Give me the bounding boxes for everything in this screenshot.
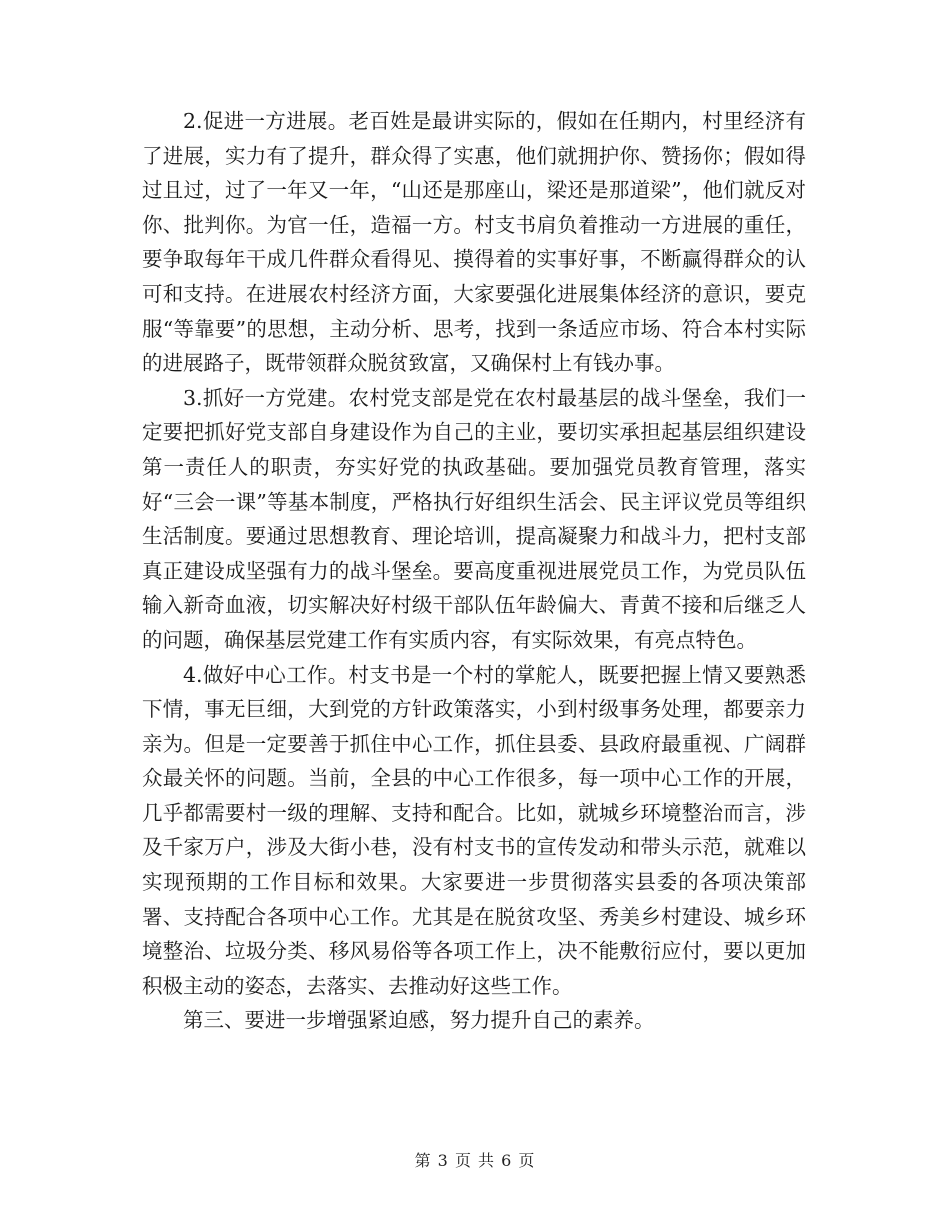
paragraph-3: 4.做好中心工作。村支书是一个村的掌舵人，既要把握上情又要熟悉下情，事无巨细，大到党的方针政策落实，小到村级事务处理，都要亲力亲为。但是一定要善于抓住中心工作，抓住县委、县政府最重视、广阔群众最关怀的问题。当前，全县的中心工作很多，每一项中心工作的开展，几乎都需要村一级的理解、支持和配合。比如，就城乡环境整治而言，涉及千家万户，涉及大街小巷，没有村支书的宣传发动和带头示范，就难以实现预期的工作目标和效果。大家要进一步贯彻落实县委的各项决策部署、支持配合各项中心工作。尤其是在脱贫攻坚、秀美乡村建设、城乡环境整治、垃圾分类、移风易俗等各项工作上，决不能敷衍应付，要以更加积极主动的姿态，去落实、去推动好这些工作。 (142, 662, 806, 998)
paragraph-4: 第三、要进一步增强紧迫感，努力提升自己的素养。 (183, 1008, 655, 1033)
paragraph-2: 3.抓好一方党建。农村党支部是党在农村最基层的战斗堡垒，我们一定要把抓好党支部自身建设作为自己的主业，要切实承担起基层组织建设第一责任人的职责，夯实好党的执政基础。要加强党员教育管理，落实好“三会一课”等基本制度，严格执行好组织生活会、民主评议党员等组织生活制度。要通过思想教育、理论培训，提高凝聚力和战斗力，把村支部真正建设成坚强有力的战斗堡垒。要高度重视进展党员工作，为党员队伍输入新奇血液，切实解决好村级干部队伍年龄偏大、青黄不接和后继乏人的问题，确保基层党建工作有实质内容，有实际效果，有亮点特色。 (142, 385, 806, 652)
document-body (142, 104, 806, 1038)
paragraph-1: 2.促进一方进展。老百姓是最讲实际的，假如在任期内，村里经济有了进展，实力有了提升，群众得了实惠，他们就拥护你、赞扬你；假如得过且过，过了一年又一年，“山还是那座山，梁还是那道梁”，他们就反对你、批判你。为官一任，造福一方。村支书肩负着推动一方进展的重任，要争取每年干成几件群众看得见、摸得着的实事好事，不断赢得群众的认可和支持。在进展农村经济方面，大家要强化进展集体经济的意识，要克服“等靠要”的思想，主动分析、思考，找到一条适应市场、符合本村实际的进展路子，既带领群众脱贫致富，又确保村上有钱办事。 (142, 109, 806, 376)
page-number-footer: 第 3 页 共 6 页 (414, 1151, 536, 1170)
